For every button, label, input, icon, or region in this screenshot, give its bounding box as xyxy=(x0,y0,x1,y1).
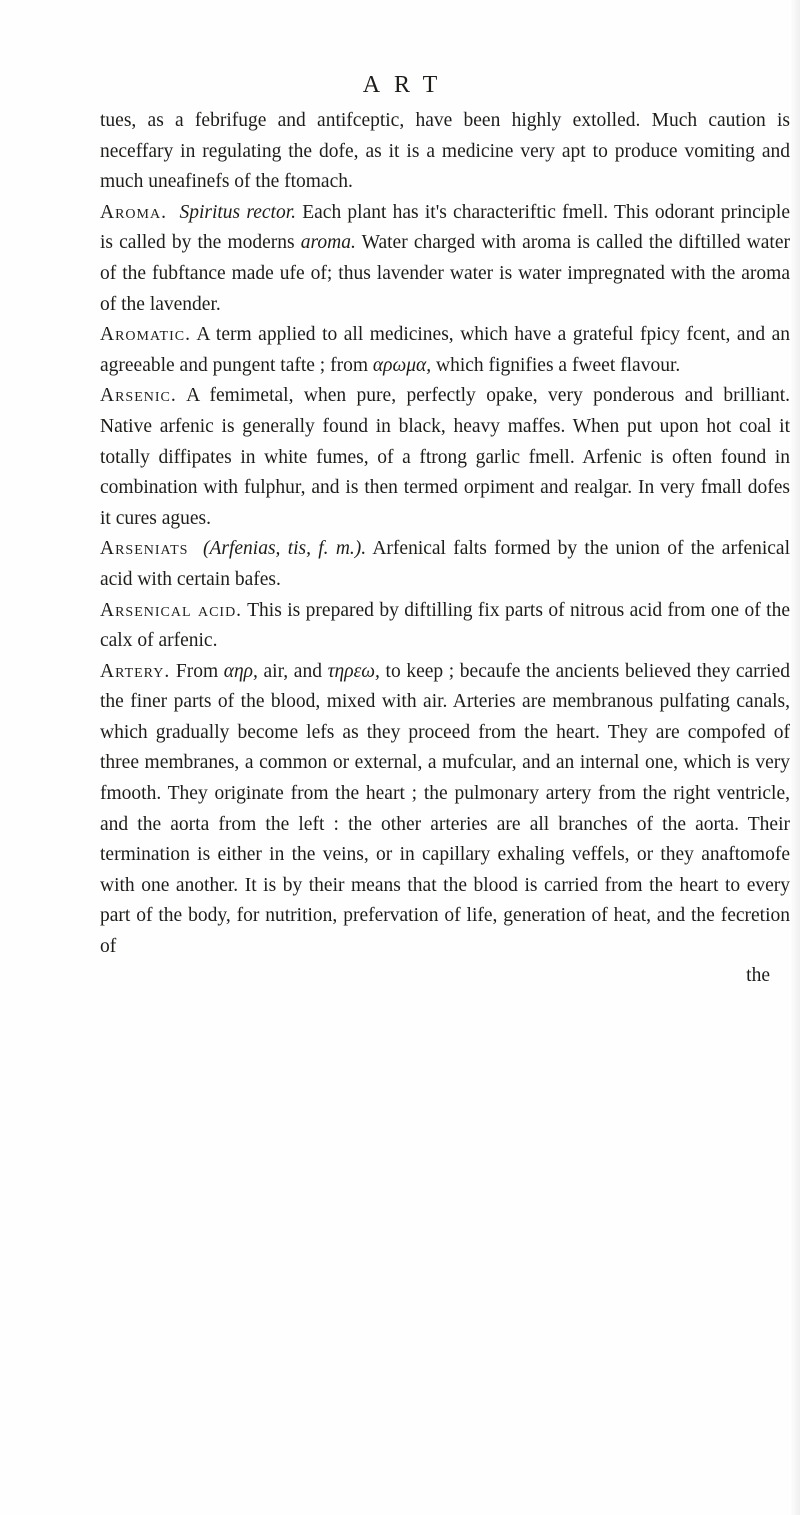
paragraph-continuation xyxy=(100,106,790,198)
entry-term: Artery. xyxy=(100,660,171,682)
entry-greek-2: τηρεω, xyxy=(327,660,380,682)
running-head: ART xyxy=(362,72,452,98)
entry-text: From xyxy=(170,660,224,682)
entry-term: Aroma. xyxy=(100,201,167,223)
entry-arsenical-acid xyxy=(100,596,790,657)
paragraph-text: tues, as a febrifuge and antifceptic, have been highly extolled. Much caution is neceffary in regulating the dofe, as it is a medicine very apt to produce vomiting and much uneafinefs of the ftomach. xyxy=(100,110,790,193)
entry-greek: αρωμα, xyxy=(372,354,432,376)
entry-greek: αηρ, xyxy=(223,660,258,682)
page-edge-shadow xyxy=(790,0,800,1515)
entry-text: A femimetal, when pure, perfectly opake, very ponderous and brilliant. Native arfenic is generally found in black, heavy maffes. When put upon hot coal it totally diffipates in white fumes, of a ftrong garlic fmell. Arfenic is often found in combination with fulphur, and is then termed orpiment and realgar. In very fmall dofes it cures agues. xyxy=(100,385,790,529)
entry-latin: Spiritus rector. xyxy=(179,201,296,223)
entry-text: Arfenical falts formed by the union of the arfenical acid with certain bafes. xyxy=(100,538,790,590)
entry-artery xyxy=(100,657,790,963)
entry-term: Aromatic. xyxy=(100,324,191,346)
entry-text-2: air, and xyxy=(257,660,328,682)
entry-text: Each plant has it's characteriftic fmell. This odorant principle is called by the moderns xyxy=(100,201,791,254)
entry-aromatic xyxy=(100,320,790,381)
catchword: the xyxy=(746,965,770,986)
entry-term: Arseniats xyxy=(100,538,189,560)
entry-text-2: which fignifies a fweet flavour. xyxy=(431,354,681,376)
entry-arseniats xyxy=(100,534,790,595)
entry-term: Arsenic. xyxy=(100,385,177,407)
entry-text-2: Water charged with aroma is called the diftilled water of the fubftance made ufe of; thus lavender water is water impregnated with the aroma of the lavender. xyxy=(100,232,790,315)
text-body xyxy=(100,106,790,963)
entry-text: This is prepared by diftilling fix parts of nitrous acid from one of the calx of arfenic. xyxy=(100,599,790,652)
entry-italic: aroma. xyxy=(300,232,356,254)
entry-text-3: to keep ; becaufe the ancients believed they carried the finer parts of the blood, mixed with air. Arteries are membranous pulfating canals, which gradually become lefs as they proceed from the heart. They are compofed of three membranes, a common or external, a mufcular, and an internal one, which is very fmooth. They originate from the heart ; the pulmonary artery from the right ventricle, and the aorta from the left : the other arteries are all branches of the aorta. Their termination is either in the veins, or in capillary exhaling veffels, or they anaftomofe with one another. It is by their means that the blood is carried from the heart to every part of the body, for nutrition, prefervation of life, generation of heat, and the fecretion of xyxy=(100,660,790,958)
entry-latin: (Arfenias, tis, f. m.). xyxy=(202,538,367,560)
entry-aroma xyxy=(100,198,790,320)
entry-arsenic xyxy=(100,381,790,534)
entry-text: A term applied to all medicines, which have a grateful fpicy fcent, and an agreeable and pungent tafte ; from xyxy=(100,324,790,376)
entry-term: Arsenical acid. xyxy=(100,599,243,621)
